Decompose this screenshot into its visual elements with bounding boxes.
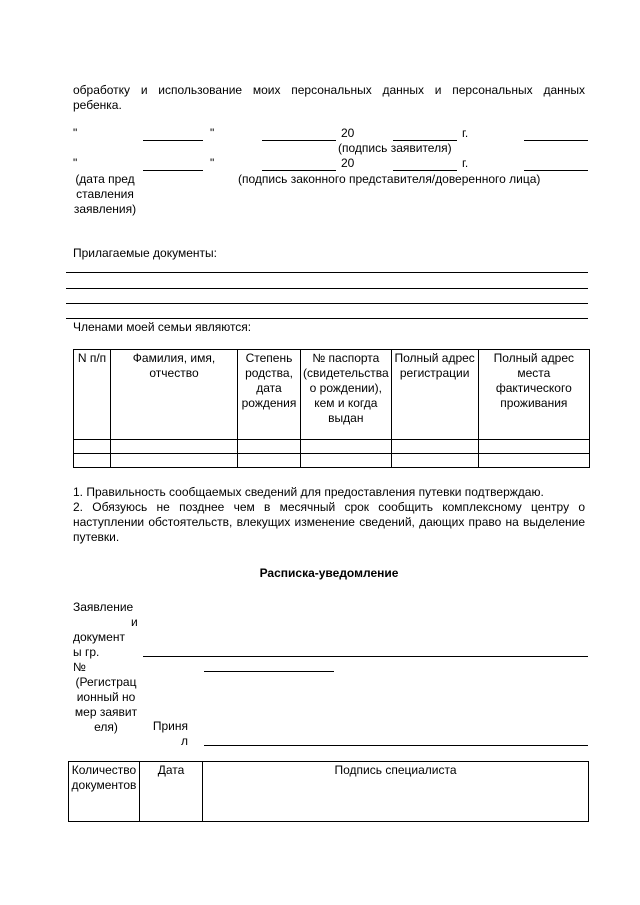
docs-label: Заявление [73, 600, 134, 614]
month-blank-1 [262, 140, 336, 141]
family-table [73, 349, 590, 468]
col-doc-count: Количество документов [69, 762, 140, 822]
reg-caption: (Регистрационный номер заявителя) [74, 675, 138, 734]
col-specialist-signature: Подпись специалиста [203, 762, 589, 822]
statement-1: 1. Правильность сообщаемых сведений для предоставления путевки подтверждаю. [73, 485, 544, 499]
family-label: Членами моей семьи являются: [73, 320, 252, 334]
col-residence: Полный адрес места фактического проживания [478, 350, 589, 440]
year-suffix-2: г. [462, 156, 469, 170]
statement-2: 2. Обязуюсь не позднее чем в месячный срок сообщить комплексному центру о наступлении обстоятельств, влекущих изменение сведений, дающих право на выделение путевки. [73, 500, 585, 544]
attached-label: Прилагаемые документы: [73, 246, 217, 260]
year-blank-2 [393, 170, 457, 171]
accepted-label: Принял [152, 719, 188, 748]
docs-label-and: и [131, 615, 138, 629]
reg-number-blank [204, 671, 334, 672]
signature-blank-1 [524, 140, 588, 141]
col-number: N п/п [74, 350, 111, 440]
date-caption: (дата представления заявления) [73, 172, 137, 216]
table-row [74, 454, 590, 468]
consent-line-1: обработку и использование моих персональных данных и персональных данных [73, 83, 585, 97]
quote-close-1: " [210, 126, 215, 140]
applicant-caption: (подпись заявителя) [338, 141, 452, 155]
statements [73, 485, 585, 545]
month-blank-2 [262, 170, 336, 171]
docs-label-tail: документы гр. [73, 630, 125, 659]
signature-blank-2 [524, 170, 588, 171]
attached-line-2 [66, 288, 588, 289]
day-blank-1 [143, 140, 203, 141]
accepted-blank [204, 745, 588, 746]
col-name: Фамилия, имя, отчество [111, 350, 238, 440]
receipt-table [68, 761, 589, 822]
applicant-name-blank [143, 656, 588, 657]
rep-caption: (подпись законного представителя/доверенного лица) [238, 172, 541, 186]
quote-open-2: " [73, 156, 78, 170]
col-passport: № паспорта (свидетельства о рождении), кем и когда выдан [301, 350, 392, 440]
col-registration: Полный адрес регистрации [391, 350, 478, 440]
year-prefix-1: 20 [341, 126, 355, 140]
col-relation: Степень родства, дата рождения [238, 350, 301, 440]
consent-text [73, 83, 585, 113]
number-label: № [73, 660, 86, 674]
year-prefix-2: 20 [341, 156, 355, 170]
consent-line-2: ребенка. [73, 98, 122, 112]
attached-line-1 [66, 272, 588, 273]
day-blank-2 [143, 170, 203, 171]
quote-open-1: " [73, 126, 78, 140]
attached-line-4 [66, 318, 588, 319]
table-row [74, 440, 590, 454]
receipt-title: Расписка-уведомление [259, 566, 399, 580]
quote-close-2: " [210, 156, 215, 170]
col-date: Дата [140, 762, 203, 822]
attached-line-3 [66, 303, 588, 304]
year-suffix-1: г. [462, 126, 469, 140]
